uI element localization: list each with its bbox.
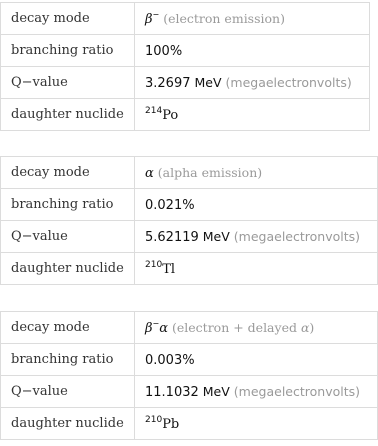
decay-mode-note: (alpha emission) bbox=[157, 164, 263, 180]
row-value bbox=[135, 3, 370, 35]
nuclide-mass-number: 210 bbox=[145, 414, 163, 425]
decay-table-2 bbox=[0, 156, 378, 285]
q-value-unit-note: (megaelectronvolts) bbox=[233, 228, 361, 244]
row-label: daughter nuclide bbox=[1, 99, 135, 131]
q-value-unit: MeV bbox=[194, 74, 222, 90]
q-value-number: 11.1032 bbox=[145, 384, 199, 400]
nuclide-mass-number: 214 bbox=[145, 105, 163, 116]
row-value bbox=[135, 344, 378, 376]
table-row bbox=[1, 3, 370, 35]
branching-ratio-value: 0.021% bbox=[145, 197, 195, 213]
decay-symbol: β bbox=[145, 320, 153, 336]
row-value bbox=[135, 157, 378, 189]
q-value-unit: MeV bbox=[202, 228, 230, 244]
row-label: Q−value bbox=[1, 67, 135, 99]
row-value bbox=[135, 253, 378, 285]
nuclide-element: Po bbox=[162, 107, 179, 123]
decay-table-3 bbox=[0, 311, 378, 440]
decay-symbol: β bbox=[145, 11, 153, 27]
row-label: decay mode bbox=[1, 3, 135, 35]
decay-mode-note bbox=[172, 320, 314, 335]
table-row bbox=[1, 67, 370, 99]
decay-mode-note: (electron emission) bbox=[163, 10, 285, 26]
table-row bbox=[1, 344, 378, 376]
row-label: branching ratio bbox=[1, 189, 135, 221]
q-value-unit-note: (megaelectronvolts) bbox=[233, 383, 361, 399]
decay-symbol: α bbox=[145, 165, 154, 181]
row-value bbox=[135, 376, 378, 408]
nuclide-element: Pb bbox=[162, 416, 180, 432]
row-value bbox=[135, 67, 370, 99]
decay-mode-note-post: ) bbox=[309, 319, 315, 335]
decay-symbol-superscript: − bbox=[152, 318, 160, 328]
row-value bbox=[135, 189, 378, 221]
table-row bbox=[1, 408, 378, 440]
decay-symbol-2: α bbox=[159, 320, 168, 336]
q-value-unit-note: (megaelectronvolts) bbox=[225, 74, 352, 90]
table-row bbox=[1, 312, 378, 344]
table-row bbox=[1, 35, 370, 67]
row-label: branching ratio bbox=[1, 344, 135, 376]
table-row bbox=[1, 376, 378, 408]
q-value-number: 5.62119 bbox=[145, 229, 199, 245]
branching-ratio-value: 0.003% bbox=[145, 352, 195, 368]
row-label: Q−value bbox=[1, 221, 135, 253]
decay-symbol-superscript: − bbox=[152, 9, 160, 19]
row-value bbox=[135, 221, 378, 253]
row-label: daughter nuclide bbox=[1, 408, 135, 440]
q-value-unit: MeV bbox=[202, 383, 230, 399]
row-label: daughter nuclide bbox=[1, 253, 135, 285]
decay-mode-note-symbol: α bbox=[300, 319, 310, 335]
table-row bbox=[1, 221, 378, 253]
table-row bbox=[1, 99, 370, 131]
row-value bbox=[135, 35, 370, 67]
decay-table-1 bbox=[0, 2, 370, 131]
nuclide-mass-number: 210 bbox=[145, 259, 163, 270]
row-label: decay mode bbox=[1, 312, 135, 344]
table-row bbox=[1, 253, 378, 285]
row-label: decay mode bbox=[1, 157, 135, 189]
row-value bbox=[135, 312, 378, 344]
row-label: branching ratio bbox=[1, 35, 135, 67]
row-value bbox=[135, 99, 370, 131]
decay-mode-note-pre: (electron + delayed bbox=[172, 319, 301, 335]
row-label: Q−value bbox=[1, 376, 135, 408]
nuclide-element: Tl bbox=[162, 261, 176, 277]
q-value-number: 3.2697 bbox=[145, 75, 191, 91]
branching-ratio-value: 100% bbox=[145, 43, 183, 59]
table-row bbox=[1, 157, 378, 189]
row-value bbox=[135, 408, 378, 440]
table-row bbox=[1, 189, 378, 221]
